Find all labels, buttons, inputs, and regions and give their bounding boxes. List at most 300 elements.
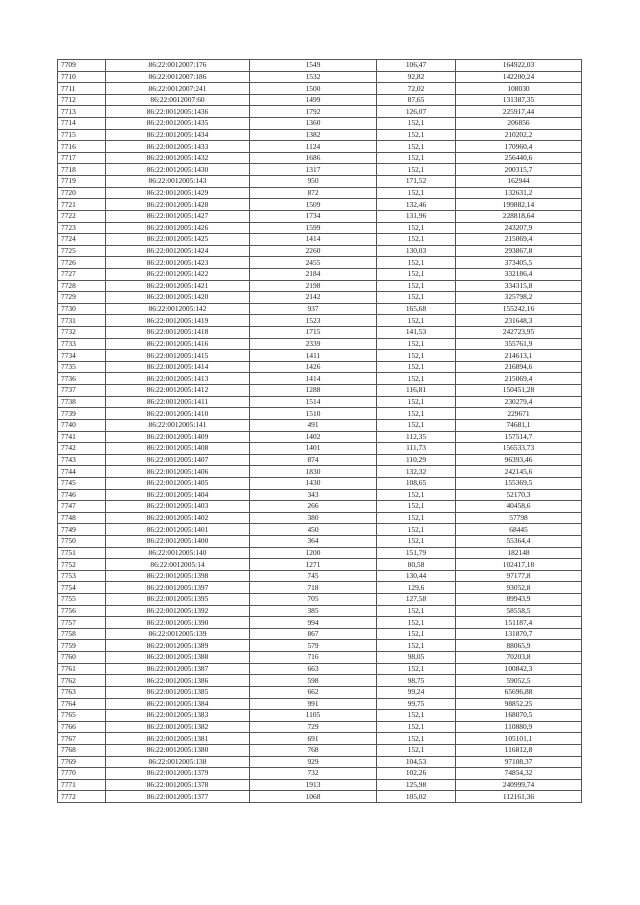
table-row	[58, 222, 582, 234]
specific-value-cell: 165,68	[377, 303, 456, 315]
cadastral-number-cell: 86:22:0012005:1415	[106, 350, 250, 362]
table-row	[58, 466, 582, 478]
table-row	[58, 152, 582, 164]
area-cell: 2184	[250, 268, 377, 280]
area-cell: 380	[250, 512, 377, 524]
table-row	[58, 118, 582, 130]
table-row	[58, 210, 582, 222]
area-cell: 2339	[250, 338, 377, 350]
cadastral-number-cell: 86:22:0012005:1435	[106, 118, 250, 130]
cadastral-number-cell: 86:22:0012005:1414	[106, 361, 250, 373]
cadastral-number-cell: 86:22:0012005:1426	[106, 222, 250, 234]
table-row	[58, 187, 582, 199]
specific-value-cell: 152,1	[377, 489, 456, 501]
area-cell: 1510	[250, 408, 377, 420]
specific-value-cell: 152,1	[377, 187, 456, 199]
row-number-cell: 7722	[58, 210, 106, 222]
cadastral-value-cell: 215069,4	[456, 373, 582, 385]
row-number-cell: 7743	[58, 454, 106, 466]
area-cell: 1402	[250, 431, 377, 443]
specific-value-cell: 126,07	[377, 106, 456, 118]
specific-value-cell: 152,1	[377, 617, 456, 629]
cadastral-value-cell: 200315,7	[456, 164, 582, 176]
specific-value-cell: 152,1	[377, 512, 456, 524]
row-number-cell: 7728	[58, 280, 106, 292]
area-cell: 1549	[250, 60, 377, 72]
row-number-cell: 7736	[58, 373, 106, 385]
row-number-cell: 7770	[58, 768, 106, 780]
cadastral-number-cell: 86:22:0012005:140	[106, 547, 250, 559]
specific-value-cell: 152,1	[377, 141, 456, 153]
table-row	[58, 234, 582, 246]
row-number-cell: 7762	[58, 675, 106, 687]
cadastral-value-cell: 225917,44	[456, 106, 582, 118]
cadastral-number-cell: 86:22:0012005:1420	[106, 292, 250, 304]
cadastral-value-cell: 231648,3	[456, 315, 582, 327]
cadastral-number-cell: 86:22:0012005:1421	[106, 280, 250, 292]
specific-value-cell: 152,1	[377, 628, 456, 640]
specific-value-cell: 99,24	[377, 686, 456, 698]
cadastral-value-cell: 199882,14	[456, 199, 582, 211]
area-cell: 745	[250, 570, 377, 582]
row-number-cell: 7715	[58, 129, 106, 141]
specific-value-cell: 98,75	[377, 675, 456, 687]
specific-value-cell: 152,1	[377, 280, 456, 292]
specific-value-cell: 152,1	[377, 338, 456, 350]
specific-value-cell: 152,1	[377, 663, 456, 675]
cadastral-value-cell: 206856	[456, 118, 582, 130]
area-cell: 950	[250, 176, 377, 188]
table-row	[58, 350, 582, 362]
row-number-cell: 7711	[58, 83, 106, 95]
area-cell: 991	[250, 698, 377, 710]
area-cell: 266	[250, 501, 377, 513]
row-number-cell: 7757	[58, 617, 106, 629]
area-cell: 1124	[250, 141, 377, 153]
cadastral-number-cell: 86:22:0012005:138	[106, 756, 250, 768]
cadastral-value-cell: 93052,8	[456, 582, 582, 594]
cadastral-number-cell: 86:22:0012005:1424	[106, 245, 250, 257]
area-cell: 1792	[250, 106, 377, 118]
row-number-cell: 7712	[58, 94, 106, 106]
row-number-cell: 7761	[58, 663, 106, 675]
row-number-cell: 7734	[58, 350, 106, 362]
specific-value-cell: 72,02	[377, 83, 456, 95]
row-number-cell: 7740	[58, 419, 106, 431]
area-cell: 1734	[250, 210, 377, 222]
cadastral-value-cell: 74681,1	[456, 419, 582, 431]
cadastral-number-cell: 86:22:0012005:1402	[106, 512, 250, 524]
cadastral-number-cell: 86:22:0012005:1401	[106, 524, 250, 536]
specific-value-cell: 130,03	[377, 245, 456, 257]
area-cell: 2455	[250, 257, 377, 269]
cadastral-number-cell: 86:22:0012005:1407	[106, 454, 250, 466]
specific-value-cell: 152,1	[377, 268, 456, 280]
table-row	[58, 199, 582, 211]
specific-value-cell: 132,32	[377, 466, 456, 478]
area-cell: 1514	[250, 396, 377, 408]
specific-value-cell: 152,1	[377, 605, 456, 617]
cadastral-value-cell: 214613,1	[456, 350, 582, 362]
row-number-cell: 7755	[58, 594, 106, 606]
cadastral-value-cell: 89943,9	[456, 594, 582, 606]
cadastral-value-cell: 40458,6	[456, 501, 582, 513]
row-number-cell: 7744	[58, 466, 106, 478]
row-number-cell: 7730	[58, 303, 106, 315]
cadastral-value-cell: 216894,6	[456, 361, 582, 373]
area-cell: 1401	[250, 443, 377, 455]
area-cell: 385	[250, 605, 377, 617]
specific-value-cell: 152,1	[377, 640, 456, 652]
cadastral-value-cell: 110880,9	[456, 721, 582, 733]
row-number-cell: 7720	[58, 187, 106, 199]
area-cell: 1382	[250, 129, 377, 141]
specific-value-cell: 116,81	[377, 385, 456, 397]
cadastral-value-cell: 230279,4	[456, 396, 582, 408]
cadastral-value-cell: 155242,16	[456, 303, 582, 315]
area-cell: 491	[250, 419, 377, 431]
row-number-cell: 7738	[58, 396, 106, 408]
cadastral-number-cell: 86:22:0012005:1384	[106, 698, 250, 710]
specific-value-cell: 125,98	[377, 779, 456, 791]
row-number-cell: 7760	[58, 652, 106, 664]
cadastral-value-cell: 293867,8	[456, 245, 582, 257]
specific-value-cell: 99,75	[377, 698, 456, 710]
cadastral-number-cell: 86:22:0012005:1408	[106, 443, 250, 455]
table-row	[58, 141, 582, 153]
specific-value-cell: 98,05	[377, 652, 456, 664]
cadastral-number-cell: 86:22:0012005:1405	[106, 477, 250, 489]
cadastral-value-cell: 162944	[456, 176, 582, 188]
table-row	[58, 617, 582, 629]
cadastral-value-cell: 108030	[456, 83, 582, 95]
area-cell: 1532	[250, 71, 377, 83]
row-number-cell: 7721	[58, 199, 106, 211]
cadastral-value-cell: 100842,3	[456, 663, 582, 675]
table-row	[58, 396, 582, 408]
specific-value-cell: 108,65	[377, 477, 456, 489]
cadastral-value-cell: 243207,9	[456, 222, 582, 234]
specific-value-cell: 171,52	[377, 176, 456, 188]
specific-value-cell: 152,1	[377, 733, 456, 745]
row-number-cell: 7751	[58, 547, 106, 559]
cadastral-value-cell: 131870,7	[456, 628, 582, 640]
table-row	[58, 477, 582, 489]
row-number-cell: 7724	[58, 234, 106, 246]
area-cell: 1317	[250, 164, 377, 176]
table-row	[58, 315, 582, 327]
table-row	[58, 582, 582, 594]
area-cell: 1288	[250, 385, 377, 397]
area-cell: 1068	[250, 791, 377, 803]
cadastral-value-cell: 131387,35	[456, 94, 582, 106]
cadastral-number-cell: 86:22:0012005:1380	[106, 744, 250, 756]
area-cell: 450	[250, 524, 377, 536]
row-number-cell: 7735	[58, 361, 106, 373]
specific-value-cell: 131,96	[377, 210, 456, 222]
cadastral-value-cell: 88065,9	[456, 640, 582, 652]
specific-value-cell: 105,02	[377, 791, 456, 803]
cadastral-number-cell: 86:22:0012005:1427	[106, 210, 250, 222]
table-row	[58, 768, 582, 780]
cadastral-number-cell: 86:22:0012005:1397	[106, 582, 250, 594]
row-number-cell: 7756	[58, 605, 106, 617]
cadastral-number-cell: 86:22:0012005:1404	[106, 489, 250, 501]
cadastral-value-cell: 68445	[456, 524, 582, 536]
row-number-cell: 7716	[58, 141, 106, 153]
area-cell: 2260	[250, 245, 377, 257]
row-number-cell: 7709	[58, 60, 106, 72]
area-cell: 718	[250, 582, 377, 594]
cadastral-number-cell: 86:22:0012005:1419	[106, 315, 250, 327]
table-row	[58, 303, 582, 315]
table-row	[58, 675, 582, 687]
row-number-cell: 7713	[58, 106, 106, 118]
table-row	[58, 733, 582, 745]
row-number-cell: 7745	[58, 477, 106, 489]
table-row	[58, 83, 582, 95]
cadastral-value-table	[57, 59, 582, 803]
area-cell: 1105	[250, 710, 377, 722]
table-row	[58, 94, 582, 106]
cadastral-value-cell: 58558,5	[456, 605, 582, 617]
cadastral-number-cell: 86:22:0012005:1430	[106, 164, 250, 176]
cadastral-number-cell: 86:22:0012005:1389	[106, 640, 250, 652]
cadastral-number-cell: 86:22:0012005:1418	[106, 327, 250, 339]
specific-value-cell: 152,1	[377, 710, 456, 722]
row-number-cell: 7763	[58, 686, 106, 698]
cadastral-number-cell: 86:22:0012005:1395	[106, 594, 250, 606]
cadastral-value-cell: 355761,9	[456, 338, 582, 350]
cadastral-value-cell: 170960,4	[456, 141, 582, 153]
cadastral-value-cell: 65696,88	[456, 686, 582, 698]
cadastral-number-cell: 86:22:0012005:1400	[106, 535, 250, 547]
specific-value-cell: 152,1	[377, 292, 456, 304]
row-number-cell: 7748	[58, 512, 106, 524]
cadastral-value-cell: 325798,2	[456, 292, 582, 304]
table-row	[58, 489, 582, 501]
cadastral-number-cell: 86:22:0012005:1416	[106, 338, 250, 350]
cadastral-number-cell: 86:22:0012005:1425	[106, 234, 250, 246]
cadastral-number-cell: 86:22:0012005:1383	[106, 710, 250, 722]
cadastral-value-cell: 242145,6	[456, 466, 582, 478]
table-row	[58, 756, 582, 768]
row-number-cell: 7726	[58, 257, 106, 269]
specific-value-cell: 112,35	[377, 431, 456, 443]
cadastral-number-cell: 86:22:0012007:176	[106, 60, 250, 72]
cadastral-number-cell: 86:22:0012005:1377	[106, 791, 250, 803]
cadastral-number-cell: 86:22:0012005:1382	[106, 721, 250, 733]
cadastral-value-cell: 164922,03	[456, 60, 582, 72]
area-cell: 929	[250, 756, 377, 768]
specific-value-cell: 152,1	[377, 373, 456, 385]
row-number-cell: 7769	[58, 756, 106, 768]
cadastral-number-cell: 86:22:0012005:1387	[106, 663, 250, 675]
cadastral-number-cell: 86:22:0012005:1423	[106, 257, 250, 269]
cadastral-number-cell: 86:22:0012005:1422	[106, 268, 250, 280]
specific-value-cell: 87,65	[377, 94, 456, 106]
cadastral-value-cell: 112161,36	[456, 791, 582, 803]
table-row	[58, 710, 582, 722]
area-cell: 343	[250, 489, 377, 501]
specific-value-cell: 152,1	[377, 234, 456, 246]
specific-value-cell: 132,46	[377, 199, 456, 211]
cadastral-value-cell: 334315,8	[456, 280, 582, 292]
cadastral-value-cell: 155369,5	[456, 477, 582, 489]
area-cell: 1830	[250, 466, 377, 478]
cadastral-number-cell: 86:22:0012005:142	[106, 303, 250, 315]
row-number-cell: 7739	[58, 408, 106, 420]
cadastral-value-cell: 57798	[456, 512, 582, 524]
cadastral-value-cell: 229671	[456, 408, 582, 420]
row-number-cell: 7723	[58, 222, 106, 234]
cadastral-number-cell: 86:22:0012005:1409	[106, 431, 250, 443]
specific-value-cell: 102,26	[377, 768, 456, 780]
table-row	[58, 652, 582, 664]
cadastral-number-cell: 86:22:0012005:1390	[106, 617, 250, 629]
cadastral-number-cell: 86:22:0012005:1434	[106, 129, 250, 141]
row-number-cell: 7768	[58, 744, 106, 756]
row-number-cell: 7742	[58, 443, 106, 455]
row-number-cell: 7750	[58, 535, 106, 547]
table-row	[58, 443, 582, 455]
table-row	[58, 408, 582, 420]
specific-value-cell: 111,73	[377, 443, 456, 455]
area-cell: 732	[250, 768, 377, 780]
table-row	[58, 744, 582, 756]
area-cell: 663	[250, 663, 377, 675]
table-row	[58, 338, 582, 350]
area-cell: 1509	[250, 199, 377, 211]
specific-value-cell: 152,1	[377, 315, 456, 327]
table-row	[58, 245, 582, 257]
cadastral-number-cell: 86:22:0012005:1388	[106, 652, 250, 664]
table-row	[58, 605, 582, 617]
cadastral-number-cell: 86:22:0012005:1406	[106, 466, 250, 478]
row-number-cell: 7731	[58, 315, 106, 327]
specific-value-cell: 104,53	[377, 756, 456, 768]
area-cell: 867	[250, 628, 377, 640]
table-row	[58, 501, 582, 513]
row-number-cell: 7758	[58, 628, 106, 640]
specific-value-cell: 152,1	[377, 501, 456, 513]
row-number-cell: 7771	[58, 779, 106, 791]
cadastral-value-cell: 98852,25	[456, 698, 582, 710]
cadastral-number-cell: 86:22:0012007:60	[106, 94, 250, 106]
cadastral-value-cell: 142200,24	[456, 71, 582, 83]
cadastral-value-cell: 373405,5	[456, 257, 582, 269]
cadastral-value-cell: 168070,5	[456, 710, 582, 722]
cadastral-value-cell: 105101,1	[456, 733, 582, 745]
specific-value-cell: 152,1	[377, 419, 456, 431]
area-cell: 598	[250, 675, 377, 687]
cadastral-number-cell: 86:22:0012005:1411	[106, 396, 250, 408]
specific-value-cell: 152,1	[377, 222, 456, 234]
table-row	[58, 60, 582, 72]
row-number-cell: 7765	[58, 710, 106, 722]
specific-value-cell: 152,1	[377, 129, 456, 141]
table-row	[58, 385, 582, 397]
area-cell: 691	[250, 733, 377, 745]
area-cell: 1499	[250, 94, 377, 106]
row-number-cell: 7746	[58, 489, 106, 501]
area-cell: 1414	[250, 373, 377, 385]
row-number-cell: 7767	[58, 733, 106, 745]
specific-value-cell: 152,1	[377, 408, 456, 420]
cadastral-value-cell: 74854,32	[456, 768, 582, 780]
cadastral-number-cell: 86:22:0012005:1398	[106, 570, 250, 582]
table-row	[58, 779, 582, 791]
cadastral-number-cell: 86:22:0012005:1379	[106, 768, 250, 780]
cadastral-value-cell: 97177,8	[456, 570, 582, 582]
specific-value-cell: 152,1	[377, 396, 456, 408]
table-row	[58, 791, 582, 803]
specific-value-cell: 106,47	[377, 60, 456, 72]
row-number-cell: 7732	[58, 327, 106, 339]
specific-value-cell: 152,1	[377, 721, 456, 733]
cadastral-value-cell: 240999,74	[456, 779, 582, 791]
row-number-cell: 7733	[58, 338, 106, 350]
cadastral-value-cell: 210202,2	[456, 129, 582, 141]
cadastral-value-cell: 156533,73	[456, 443, 582, 455]
row-number-cell: 7710	[58, 71, 106, 83]
cadastral-number-cell: 86:22:0012005:1381	[106, 733, 250, 745]
cadastral-number-cell: 86:22:0012005:1432	[106, 152, 250, 164]
cadastral-value-cell: 116812,8	[456, 744, 582, 756]
specific-value-cell: 80,58	[377, 559, 456, 571]
table-row	[58, 419, 582, 431]
cadastral-value-cell: 215069,4	[456, 234, 582, 246]
table-row	[58, 524, 582, 536]
specific-value-cell: 141,53	[377, 327, 456, 339]
cadastral-value-cell: 182148	[456, 547, 582, 559]
specific-value-cell: 152,1	[377, 164, 456, 176]
table-row	[58, 547, 582, 559]
table-row	[58, 129, 582, 141]
specific-value-cell: 110,29	[377, 454, 456, 466]
table-row	[58, 594, 582, 606]
area-cell: 705	[250, 594, 377, 606]
cadastral-number-cell: 86:22:0012005:139	[106, 628, 250, 640]
table-row	[58, 176, 582, 188]
area-cell: 729	[250, 721, 377, 733]
table-row	[58, 164, 582, 176]
specific-value-cell: 152,1	[377, 118, 456, 130]
specific-value-cell: 152,1	[377, 257, 456, 269]
cadastral-number-cell: 86:22:0012005:143	[106, 176, 250, 188]
table-row	[58, 686, 582, 698]
cadastral-value-cell: 157514,7	[456, 431, 582, 443]
cadastral-value-cell: 97108,37	[456, 756, 582, 768]
cadastral-number-cell: 86:22:0012005:141	[106, 419, 250, 431]
table-row	[58, 327, 582, 339]
cadastral-number-cell: 86:22:0012005:1410	[106, 408, 250, 420]
cadastral-number-cell: 86:22:0012005:1386	[106, 675, 250, 687]
cadastral-value-cell: 150451,28	[456, 385, 582, 397]
specific-value-cell: 152,1	[377, 152, 456, 164]
table-row	[58, 292, 582, 304]
area-cell: 937	[250, 303, 377, 315]
area-cell: 716	[250, 652, 377, 664]
cadastral-value-cell: 151187,4	[456, 617, 582, 629]
row-number-cell: 7772	[58, 791, 106, 803]
row-number-cell: 7719	[58, 176, 106, 188]
table-row	[58, 698, 582, 710]
table-row	[58, 361, 582, 373]
specific-value-cell: 129,6	[377, 582, 456, 594]
cadastral-value-cell: 96393,46	[456, 454, 582, 466]
row-number-cell: 7766	[58, 721, 106, 733]
